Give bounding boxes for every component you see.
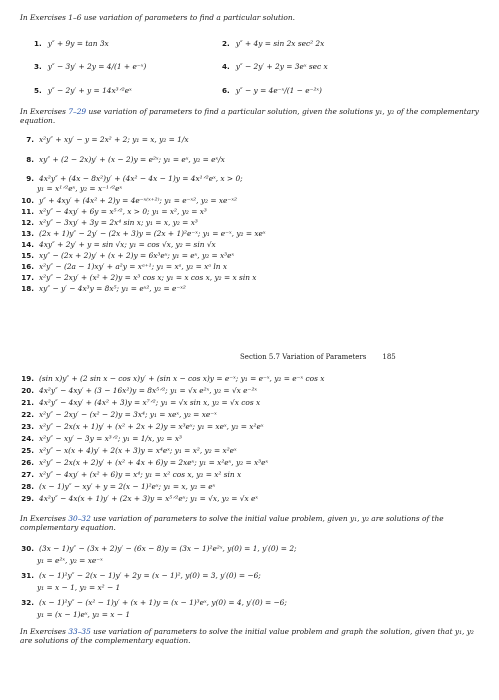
exercise-7: 7. x²y″ + xy′ − y = 2x² + 2; y₁ = x, y₂ = 1/x xyxy=(26,135,189,144)
exercise-15: 15. xy″ − (2x + 2)y′ + (x + 2)y = 6x³eˣ; y₁ = eˣ, y₂ = x³eˣ xyxy=(21,251,235,260)
exercise-27: 27. x²y″ − 4xy′ + (x² + 6)y = x⁴; y₁ = x² cos x, y₂ = x² sin x xyxy=(21,470,242,479)
exercise-row xyxy=(0,63,499,77)
exercise-5: 5. y″ − 2y′ + y = 14x³ᐟ²eˣ xyxy=(34,86,132,95)
exercise-21: 21. 4x²y″ − 4xy′ + (4x² + 3)y = x⁷ᐟ²; y₁ = √x sin x, y₂ = √x cos x xyxy=(21,398,261,407)
exercise-range-link[interactable]: 33–35 xyxy=(68,627,91,636)
exercise-20: 20. 4x²y″ − 4xy′ + (3 − 16x²)y = 8x⁵ᐟ²; y₁ = √x e²ˣ, y₂ = √x e⁻²ˣ xyxy=(21,386,258,395)
exercise-9-continued: y₁ = x¹ᐟ²eˣ, y₂ = x⁻¹ᐟ²eˣ xyxy=(37,184,123,193)
exercise-range-link[interactable]: 7–29 xyxy=(68,107,87,116)
exercise-instruction: In Exercises 30–32 use variation of parameters to solve the initial value problem, given y₁, y₂ are solutions of the complementary equation. xyxy=(20,514,444,532)
page-number: 185 xyxy=(382,353,396,361)
exercise-instruction: In Exercises 33–35 use variation of parameters to solve the initial value problem and graph the solution, given that y₁, y₂ are solutions of the complementary equation. xyxy=(20,627,474,645)
exercise-28: 28. (x − 1)y″ − xy′ + y = 2(x − 1)²eˣ; y₁ = x, y₂ = eˣ xyxy=(21,482,216,491)
exercise-2: 2. y″ + 4y = sin 2x sec² 2x xyxy=(222,39,325,48)
exercise-6: 6. y″ − y = 4e⁻ˣ/(1 − e⁻²ˣ) xyxy=(222,86,322,95)
exercise-17: 17. x²y″ − 2xy′ + (x² + 2)y = x³ cos x; y₁ = x cos x, y₂ = x sin x xyxy=(21,273,257,282)
exercise-29: 29. 4x²y″ − 4x(x + 1)y′ + (2x + 3)y = x⁵ᐟ²eˣ; y₁ = √x, y₂ = √x eˣ xyxy=(21,494,259,503)
section-title: Section 5.7 Variation of Parameters xyxy=(240,353,367,361)
exercise-3: 3. y″ − 3y′ + 2y = 4/(1 + e⁻ˣ) xyxy=(34,62,147,71)
exercise-11: 11. x²y″ − 4xy′ + 6y = x⁵ᐟ², x > 0; y₁ = x², y₂ = x³ xyxy=(21,207,207,216)
exercise-range-link[interactable]: 30–32 xyxy=(68,514,91,523)
exercise-31: 31. (x − 1)²y″ − 2(x − 1)y′ + 2y = (x − 1)², y(0) = 3, y′(0) = −6; xyxy=(21,571,261,580)
exercise-25: 25. x²y″ − x(x + 4)y′ + 2(x + 3)y = x⁴eˣ; y₁ = x², y₂ = x²eˣ xyxy=(21,446,237,455)
exercise-row xyxy=(0,40,499,54)
exercise-19: 19. (sin x)y″ + (2 sin x − cos x)y′ + (sin x − cos x)y = e⁻ˣ; y₁ = e⁻ˣ, y₂ = e⁻ˣ cos x xyxy=(21,374,325,383)
running-header xyxy=(240,353,396,361)
exercise-1: 1. y″ + 9y = tan 3x xyxy=(34,39,109,48)
exercise-12: 12. x²y″ − 3xy′ + 3y = 2x⁴ sin x; y₁ = x, y₂ = x³ xyxy=(21,218,198,227)
exercise-16: 16. x²y″ − (2a − 1)xy′ + a²y = xᵃ⁺¹; y₁ = xᵃ, y₂ = xᵃ ln x xyxy=(21,262,228,271)
exercise-22: 22. x²y″ − 2xy′ − (x² − 2)y = 3x⁴; y₁ = xeˣ, y₂ = xe⁻ˣ xyxy=(21,410,217,419)
exercise-instruction: In Exercises 1–6 use variation of parameters to find a particular solution. xyxy=(20,13,295,22)
exercise-13: 13. (2x + 1)y″ − 2y′ − (2x + 3)y = (2x + 1)²e⁻ˣ; y₁ = e⁻ˣ, y₂ = xeˣ xyxy=(21,229,266,238)
exercise-4: 4. y″ − 2y′ + 2y = 3eˣ sec x xyxy=(222,62,328,71)
exercise-18: 18. xy″ − y′ − 4x³y = 8x⁵; y₁ = eˣ², y₂ = e⁻ˣ² xyxy=(21,284,186,293)
exercise-10: 10. y″ + 4xy′ + (4x² + 2)y = 4e⁻ˣ⁽ˣ⁺²⁾; y₁ = e⁻ˣ², y₂ = xe⁻ˣ² xyxy=(21,196,237,205)
exercise-26: 26. x²y″ − 2x(x + 2)y′ + (x² + 4x + 6)y = 2xeˣ; y₁ = x²eˣ, y₂ = x³eˣ xyxy=(21,458,269,467)
exercise-23: 23. x²y″ − 2x(x + 1)y′ + (x² + 2x + 2)y = x³eˣ; y₁ = xeˣ, y₂ = x²eˣ xyxy=(21,422,264,431)
exercise-24: 24. x²y″ − xy′ − 3y = x³ᐟ²; y₁ = 1/x, y₂ = x³ xyxy=(21,434,182,443)
exercise-32: 32. (x − 1)²y″ − (x² − 1)y′ + (x + 1)y = (x − 1)³eˣ, y(0) = 4, y′(0) = −6; xyxy=(21,598,287,607)
exercise-31-continued: y₁ = x − 1, y₂ = x² − 1 xyxy=(37,583,121,592)
exercise-30: 30. (3x − 1)y″ − (3x + 2)y′ − (6x − 8)y = (3x − 1)²e²ˣ, y(0) = 1, y′(0) = 2; xyxy=(21,544,297,553)
exercise-instruction: In Exercises 7–29 use variation of parameters to find a particular solution, given the solutions y₁, y₂ of the complementary equation. xyxy=(20,107,479,125)
exercise-14: 14. 4xy″ + 2y′ + y = sin √x; y₁ = cos √x, y₂ = sin √x xyxy=(21,240,216,249)
exercise-row xyxy=(0,87,499,101)
exercise-8: 8. xy″ + (2 − 2x)y′ + (x − 2)y = e²ˣ; y₁ = eˣ, y₂ = eˣ/x xyxy=(26,155,225,164)
exercise-30-continued: y₁ = e²ˣ, y₂ = xe⁻ˣ xyxy=(37,556,103,565)
exercise-32-continued: y₁ = (x − 1)eˣ, y₂ = x − 1 xyxy=(37,610,131,619)
exercise-9: 9. 4x²y″ + (4x − 8x²)y′ + (4x² − 4x − 1)y = 4x¹ᐟ²eˣ, x > 0; xyxy=(26,174,243,183)
